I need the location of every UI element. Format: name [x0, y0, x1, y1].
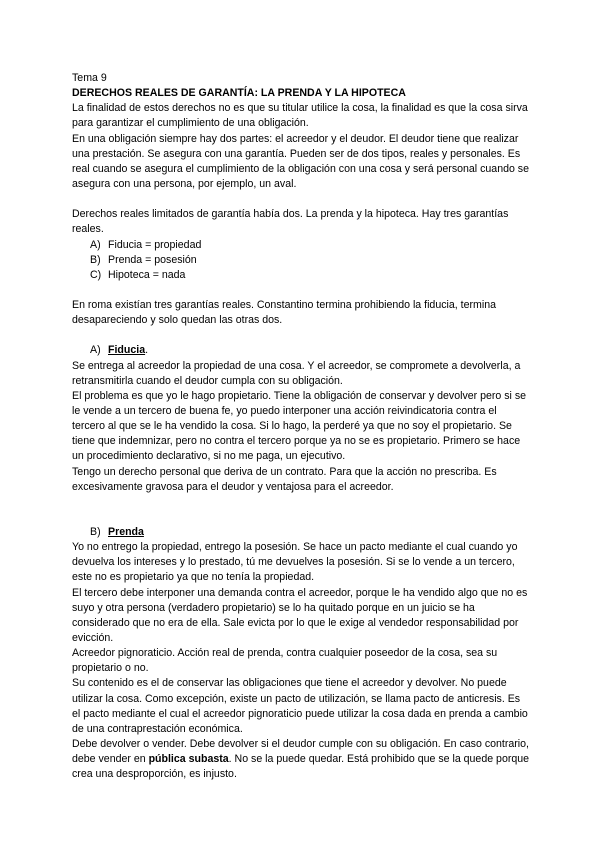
section-heading-fiducia: A) Fiducia.	[90, 344, 149, 357]
list-item: A) Fiducia = propiedad	[90, 238, 202, 251]
list-item: B) Prenda = posesión	[90, 253, 197, 266]
paragraph-fiducia: Tengo un derecho personal que deriva de un contrato. Para que la acción no prescriba. Es excesivamente gravosa para el deudor y ventajosa para el acreedor.	[72, 465, 497, 493]
paragraph-fiducia: El problema es que yo le hago propietario. Tiene la obligación de conservar y devolver pero si se le vende a un tercero de buena fe, yo puedo interponer una acción reivindicatoria contra el tercero al que se le ha vendido la cosa. Si lo hago, la perderé ya que no soy el propietario. Se tiene que indemnizar, pero no contra el tercero porque ya no se es propietario. Primero se hace un procedimiento declarativo, si no me paga, un ejecutivo.	[72, 389, 527, 463]
bold-phrase: pública subasta	[148, 753, 229, 766]
paragraph-prenda: Su contenido es el de conservar las obligaciones que tiene el acreedor y devolver. No puede utilizar la cosa. Como excepción, existe un pacto de utilización, se llama pacto de anticresis. Es el pacto mediante el cual el acreedor pignoraticio puede utilizar la cosa dada en prenda a cambio de una contraprestación económica.	[72, 677, 528, 735]
guarantee-list	[72, 238, 530, 283]
paragraph-prenda: El tercero debe interponer una demanda contra el acreedor, porque le ha vendido algo que no es suyo y otra persona (verdadero propietario) se lo ha quitado porque en un juicio se ha considerado que no era de ella. Sale evicta por lo que le exige al vendedor responsabilidad por evicción.	[72, 586, 528, 644]
paragraph-intro: La finalidad de estos derechos no es que su titular utilice la cosa, la finalidad es que la cosa sirva para garantizar el cumplimiento de una obligación.	[72, 102, 528, 130]
document-body	[72, 71, 530, 783]
topic-label: Tema 9	[72, 72, 107, 84]
paragraph-rome: En roma existían tres garantías reales. Constantino termina prohibiendo la fiducia, termina desapareciendo y solo quedan las otras dos.	[72, 299, 496, 327]
document-title: DERECHOS REALES DE GARANTÍA: LA PRENDA Y LA HIPOTECA	[72, 87, 406, 100]
paragraph-fiducia: Se entrega al acreedor la propiedad de una cosa. Y el acreedor, se compromete a devolverla, a retransmitirla cuando el deudor cumpla con su obligación.	[72, 359, 521, 387]
section-heading-prenda: B) Prenda	[90, 525, 144, 538]
paragraph-prenda: Yo no entrego la propiedad, entrego la posesión. Se hace un pacto mediante el cual cuando yo devuelva los intereses y lo prestado, tú me devuelves la posesión. Si se lo vende a un tercero, este no es propietario ya que no tenía la propiedad.	[72, 541, 518, 584]
paragraph-obligation: En una obligación siempre hay dos partes: el acreedor y el deudor. El deudor tiene que realizar una prestación. Se asegura con una garantía. Pueden ser de dos tipos, reales y personales. Es real cuando se asegura el cumplimiento de la obligación con una cosa y será personal cuando se asegura con una persona, por ejemplo, un aval.	[72, 132, 529, 191]
list-item: C) Hipoteca = nada	[90, 268, 186, 281]
paragraph-prenda: Acreedor pignoraticio. Acción real de prenda, contra cualquier poseedor de la cosa, sea su propietario o no.	[72, 647, 498, 675]
paragraph-limited-rights: Derechos reales limitados de garantía había dos. La prenda y la hipoteca. Hay tres garantías reales.	[72, 208, 509, 236]
paragraph-prenda-sale: Debe devolver o vender. Debe devolver si el deudor cumple con su obligación. En caso contrario, debe vender en pública subasta. No se la puede quedar. Está prohibido que se la quede porque crea una desproporción, es injusto.	[72, 738, 530, 781]
